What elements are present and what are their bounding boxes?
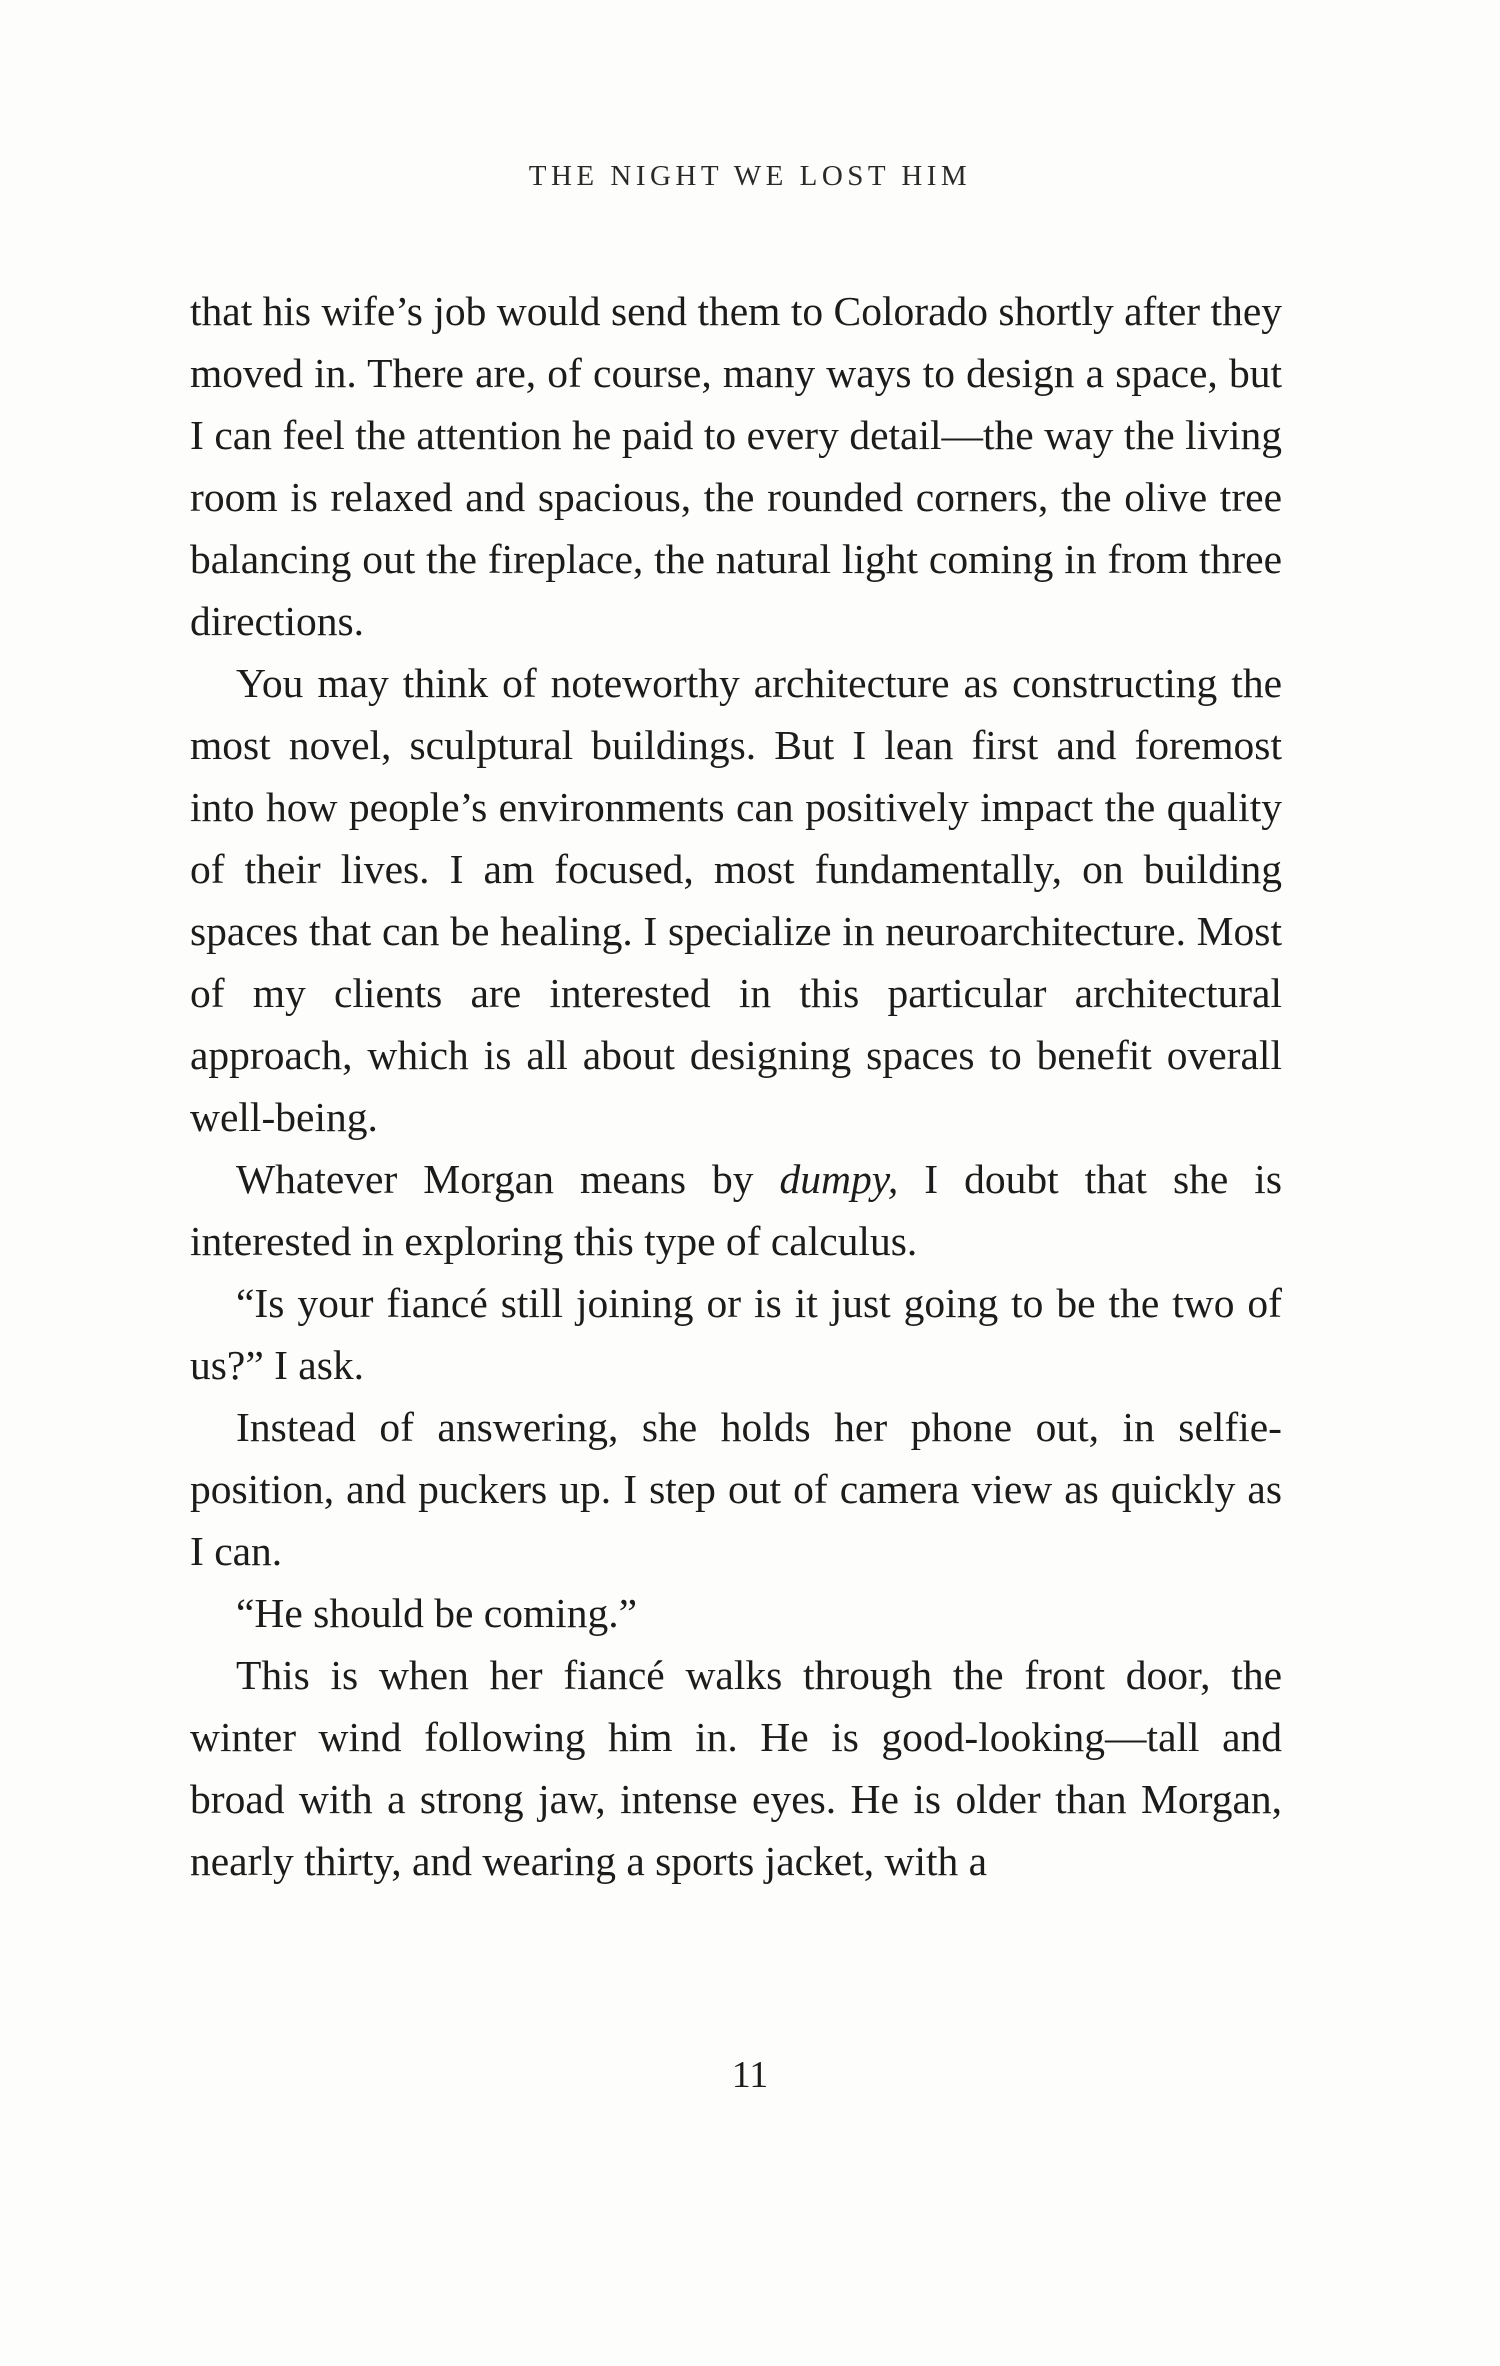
italic-word: dumpy, (779, 1156, 899, 1202)
running-head: THE NIGHT WE LOST HIM (528, 160, 972, 192)
paragraph: that his wife’s job would send them to Colorado shortly after they moved in. There are, of course, many ways to design a space, but I can feel the attention he paid to every detail—the way the living room is relaxed and spacious, the rounded corners, the olive tree balancing out the fireplace, the natural light coming in from three directions. (190, 288, 1282, 644)
paragraph (190, 1148, 1282, 1272)
paragraph: “Is your fiancé still joining or is it just going to be the two of us?” I ask. (190, 1280, 1282, 1388)
paragraph: This is when her fiancé walks through the front door, the winter wind following him in. He is good-looking—tall and broad with a strong jaw, intense eyes. He is older than Morgan, nearly thirty, and wearing a sports jacket, with a (190, 1652, 1282, 1884)
paragraph: You may think of noteworthy architecture as constructing the most novel, sculptural buildings. But I lean first and foremost into how people’s environments can positively impact the quality of their lives. I am focused, most fundamentally, on building spaces that can be healing. I specialize in neuroarchitecture. Most of my clients are interested in this particular architectural approach, which is all about designing spaces to benefit overall well-being. (190, 660, 1282, 1140)
paragraph-text: Whatever Morgan means by (236, 1156, 780, 1202)
paragraph-text: I doubt that she is interested in exploring this type of calculus. (190, 1156, 1282, 1264)
body-text (190, 280, 1282, 1892)
paragraph: “He should be coming.” (236, 1590, 638, 1636)
paragraph: Instead of answering, she holds her phone out, in selfie-position, and puckers up. I step out of camera view as quickly as I can. (190, 1404, 1282, 1574)
page-number: 11 (731, 2054, 769, 2096)
